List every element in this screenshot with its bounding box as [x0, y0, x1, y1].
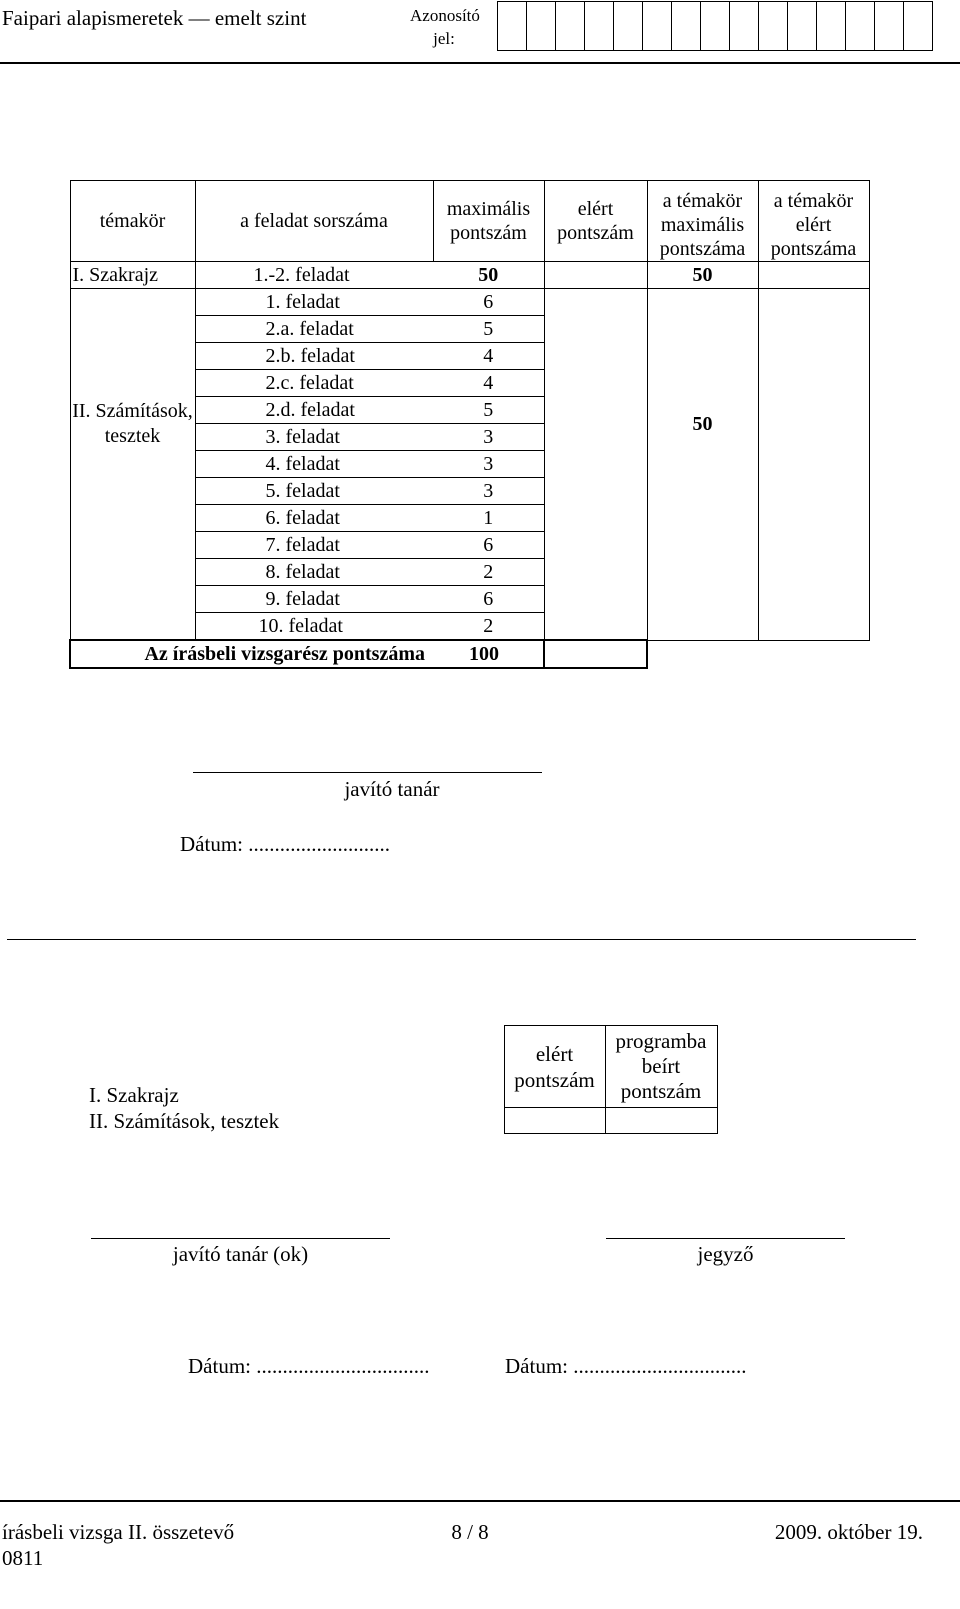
header-task-no: a feladat sorszáma — [195, 181, 433, 262]
task-cell: 1. feladat — [195, 289, 433, 316]
section2-achieved-cell[interactable] — [544, 289, 647, 641]
task-cell: 4. feladat — [195, 451, 433, 478]
section2-topic-max: 50 — [647, 289, 758, 641]
max-cell: 6 — [433, 532, 544, 559]
max-cell: 3 — [433, 451, 544, 478]
summary-program-cell[interactable] — [605, 1108, 717, 1134]
task-cell: 2.c. feladat — [195, 370, 433, 397]
section1-achieved-cell[interactable] — [544, 262, 647, 289]
date-field: Dátum: ........................... — [180, 832, 390, 856]
section1-topic: I. Szakrajz — [70, 262, 195, 289]
task-cell: 9. feladat — [195, 586, 433, 613]
summary-row-label: II. Számítások, tesztek — [89, 1108, 280, 1133]
footer-left: írásbeli vizsga II. összetevő — [2, 1520, 235, 1544]
id-box[interactable] — [613, 1, 643, 51]
id-box[interactable] — [758, 1, 788, 51]
date-field: Dátum: ................................. — [505, 1354, 747, 1378]
id-box[interactable] — [903, 1, 933, 51]
signature-line — [91, 1238, 390, 1239]
id-boxes[interactable] — [498, 1, 933, 51]
id-box[interactable] — [845, 1, 875, 51]
task-cell: 7. feladat — [195, 532, 433, 559]
id-box[interactable] — [584, 1, 614, 51]
id-label: Azonosító jel: — [410, 6, 480, 48]
task-cell: 5. feladat — [195, 478, 433, 505]
max-cell: 4 — [433, 343, 544, 370]
signature-line — [193, 772, 542, 773]
total-label: Az írásbeli vizsgarész pontszáma — [70, 640, 433, 668]
header-max-points: maximális pontszám — [433, 181, 544, 262]
header-rule — [0, 62, 960, 64]
footer-rule — [0, 1500, 960, 1502]
score-table — [69, 180, 870, 669]
page-number: 8 / 8 — [451, 1520, 489, 1544]
total-achieved-cell[interactable] — [544, 640, 647, 668]
max-cell: 2 — [433, 559, 544, 586]
id-box[interactable] — [729, 1, 759, 51]
section2-topic-achieved-cell[interactable] — [758, 289, 869, 641]
total-value: 100 — [433, 640, 544, 668]
id-box[interactable] — [874, 1, 904, 51]
max-cell: 3 — [433, 424, 544, 451]
id-box[interactable] — [555, 1, 585, 51]
task-cell: 2.a. feladat — [195, 316, 433, 343]
id-box[interactable] — [642, 1, 672, 51]
section-divider — [7, 939, 916, 940]
header-achieved: elért pontszám — [544, 181, 647, 262]
summary-header-achieved: elért pontszám — [504, 1026, 605, 1108]
footer-date: 2009. október 19. — [774, 1520, 923, 1544]
section1-task: 1.-2. feladat — [195, 262, 433, 289]
section1-topic-achieved-cell[interactable] — [758, 262, 869, 289]
summary-achieved-cell[interactable] — [504, 1108, 605, 1134]
id-box[interactable] — [671, 1, 701, 51]
date-field: Dátum: ................................. — [188, 1354, 430, 1378]
max-cell: 6 — [433, 289, 544, 316]
task-cell: 2.d. feladat — [195, 397, 433, 424]
footer-code: 0811 — [2, 1546, 44, 1570]
task-cell: 10. feladat — [195, 613, 433, 641]
signature-caption: javító tanár — [344, 777, 440, 801]
max-cell: 4 — [433, 370, 544, 397]
summary-row-label: I. Szakrajz — [89, 1082, 179, 1107]
signature-caption: jegyző — [697, 1242, 754, 1266]
task-cell: 3. feladat — [195, 424, 433, 451]
max-cell: 2 — [433, 613, 544, 641]
task-cell: 8. feladat — [195, 559, 433, 586]
summary-table — [89, 1025, 718, 1134]
section2-topic: II. Számítások, tesztek — [70, 289, 195, 641]
task-cell: 2.b. feladat — [195, 343, 433, 370]
id-box[interactable] — [700, 1, 730, 51]
section1-topic-max: 50 — [647, 262, 758, 289]
max-cell: 5 — [433, 397, 544, 424]
task-cell: 6. feladat — [195, 505, 433, 532]
max-cell: 3 — [433, 478, 544, 505]
max-cell: 6 — [433, 586, 544, 613]
id-box[interactable] — [787, 1, 817, 51]
header-topic: témakör — [70, 181, 195, 262]
section1-max: 50 — [433, 262, 544, 289]
id-box[interactable] — [497, 1, 527, 51]
id-box[interactable] — [526, 1, 556, 51]
document-title: Faipari alapismeretek — emelt szint — [2, 6, 307, 30]
header-topic-achieved: a témakör elért pontszáma — [758, 181, 869, 262]
signature-line — [606, 1238, 845, 1239]
signature-caption: javító tanár (ok) — [172, 1242, 309, 1266]
max-cell: 1 — [433, 505, 544, 532]
max-cell: 5 — [433, 316, 544, 343]
summary-header-program: programba beírt pontszám — [605, 1026, 717, 1108]
id-box[interactable] — [816, 1, 846, 51]
header-topic-max: a témakör maximális pontszáma — [647, 181, 758, 262]
